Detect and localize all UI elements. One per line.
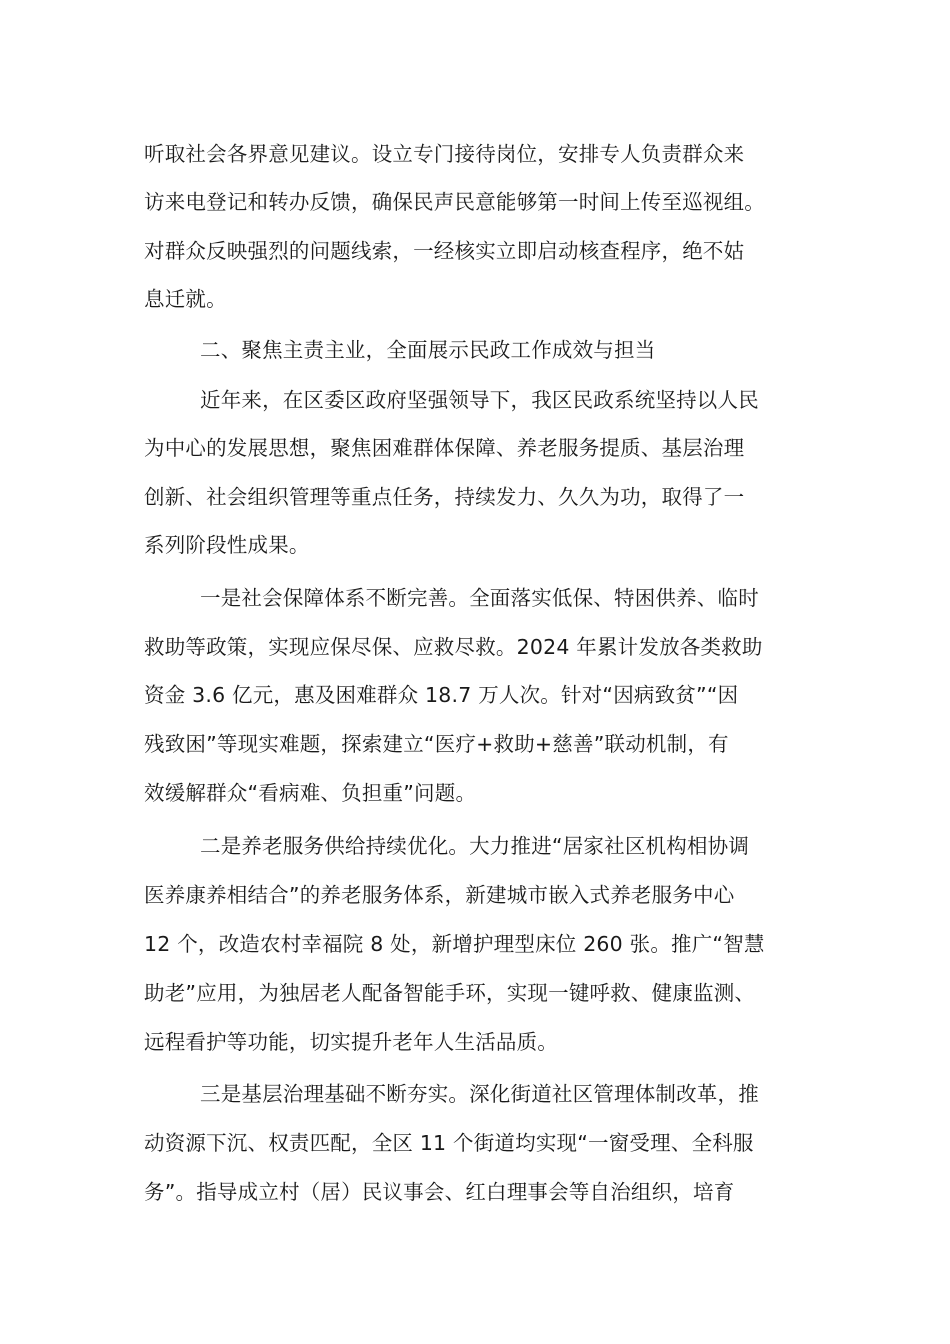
paragraph-line: 二是养老服务供给持续优化。大力推进“居家社区机构相协调 (200, 834, 750, 858)
paragraph-line: 一是社会保障体系不断完善。全面落实低保、特困供养、临时 (200, 586, 759, 610)
paragraph-line: 救助等政策，实现应保尽保、应救尽救。2024 年累计发放各类救助 (144, 635, 763, 659)
paragraph-line: 对群众反映强烈的问题线索，一经核实立即启动核查程序，绝不姑 (144, 239, 745, 263)
paragraph-line: 医养康养相结合”的养老服务体系，新建城市嵌入式养老服务中心 (144, 883, 735, 907)
paragraph-line: 系列阶段性成果。 (144, 533, 310, 557)
paragraph-line: 残致困”等现实难题，探索建立“医疗+救助+慈善”联动机制，有 (144, 732, 729, 756)
section-heading: 二、聚焦主责主业，全面展示民政工作成效与担当 (200, 338, 656, 362)
paragraph-line: 12 个，改造农村幸福院 8 处，新增护理型床位 260 张。推广“智慧 (144, 932, 765, 956)
paragraph-line: 创新、社会组织管理等重点任务，持续发力、久久为功，取得了一 (144, 485, 745, 509)
paragraph-line: 息迁就。 (144, 287, 227, 311)
paragraph-line: 三是基层治理基础不断夯实。深化街道社区管理体制改革，推 (200, 1082, 759, 1106)
paragraph-line: 务”。指导成立村（居）民议事会、红白理事会等自治组织，培育 (144, 1180, 735, 1204)
paragraph-line: 动资源下沉、权责匹配，全区 11 个街道均实现“一窗受理、全科服 (144, 1131, 754, 1155)
paragraph-line: 访来电登记和转办反馈，确保民声民意能够第一时间上传至巡视组。 (144, 190, 765, 214)
paragraph-line: 近年来，在区委区政府坚强领导下，我区民政系统坚持以人民 (200, 388, 759, 412)
paragraph-line: 效缓解群众“看病难、负担重”问题。 (144, 781, 477, 805)
paragraph-line: 听取社会各界意见建议。设立专门接待岗位，安排专人负责群众来 (144, 142, 745, 166)
paragraph-line: 资金 3.6 亿元，惠及困难群众 18.7 万人次。针对“因病致贫”“因 (144, 683, 739, 707)
paragraph-line: 助老”应用，为独居老人配备智能手环，实现一键呼救、健康监测、 (144, 981, 756, 1005)
paragraph-line: 远程看护等功能，切实提升老年人生活品质。 (144, 1030, 558, 1054)
paragraph-line: 为中心的发展思想，聚焦困难群体保障、养老服务提质、基层治理 (144, 436, 745, 460)
